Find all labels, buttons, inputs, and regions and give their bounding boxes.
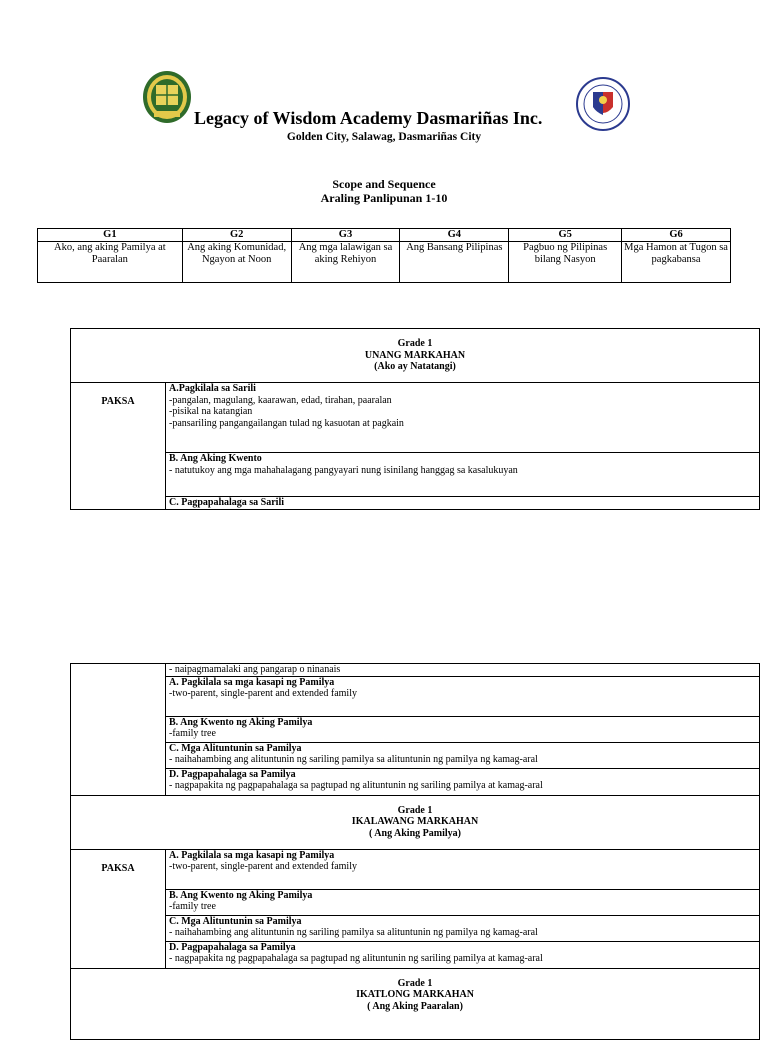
title-line-2: Araling Panlipunan 1-10 <box>320 191 448 205</box>
quarter-label: UNANG MARKAHAN <box>364 349 466 361</box>
table-row <box>71 889 760 915</box>
deped-seal-icon <box>576 77 630 131</box>
grade-header: G6 <box>622 229 731 242</box>
topic-line: - naihahambing ang alituntunin ng sariling pamilya sa alituntunin ng pamilya ng kamag-aral <box>169 754 538 765</box>
grades-header-row <box>38 229 731 242</box>
grade-cell: Ako, ang aking Pamilya at Paaralan <box>38 242 183 283</box>
table-row <box>71 768 760 795</box>
grade-cell: Pagbuo ng Pilipinas bilang Nasyon <box>509 242 622 283</box>
grade-cell: Mga Hamon at Tugon sa pagkabansa <box>622 242 731 283</box>
topic-line: -pangalan, magulang, kaarawan, edad, tirahan, paaralan <box>169 394 392 406</box>
quarter-label: IKATLONG MARKAHAN <box>356 989 474 1000</box>
carry-over-line: - naipagmamalaki ang pangarap o ninanais <box>166 664 760 677</box>
topic-title: C. Pagpapahalaga sa Sarili <box>169 497 285 508</box>
topic-line: -pisikal na katangian <box>169 406 253 417</box>
paksa-label: PAKSA <box>71 383 166 510</box>
grades-overview-table <box>37 228 731 283</box>
title-line-1: Scope and Sequence <box>332 177 436 191</box>
topic-title: B. Ang Aking Kwento <box>169 453 262 464</box>
grade-label: Grade 1 <box>397 977 433 989</box>
table-row <box>71 915 760 941</box>
topic-title: B. Ang Kwento ng Aking Pamilya <box>169 716 313 728</box>
table-row <box>71 676 760 716</box>
topic-title: D. Pagpapahalaga sa Pamilya <box>169 768 296 780</box>
table-row <box>71 716 760 742</box>
table-row <box>71 849 760 889</box>
grade-header: G2 <box>182 229 291 242</box>
grade-header: G4 <box>400 229 509 242</box>
school-name: Legacy of Wisdom Academy Dasmariñas Inc. <box>194 108 543 128</box>
topic-line: -two-parent, single-parent and extended family <box>169 688 357 699</box>
table-row <box>71 383 760 453</box>
table-row <box>71 664 760 677</box>
quarter-theme: ( Ang Aking Paaralan) <box>367 1000 463 1012</box>
topic-title: C. Mga Alituntunin sa Pamilya <box>169 742 302 754</box>
topic-line: - naihahambing ang alituntunin ng sariling pamilya sa alituntunin ng pamilya ng kamag-aral <box>169 927 538 938</box>
quarter-header-row <box>71 329 760 383</box>
quarter-theme: (Ako ay Natatangi) <box>374 361 456 372</box>
grade-header: G3 <box>291 229 400 242</box>
topic-line: - nagpapakita ng pagpapahalaga sa pagtupad ng alituntunin ng sariling pamilya at kamag-aral <box>169 953 543 964</box>
topic-title: D. Pagpapahalaga sa Pamilya <box>169 941 296 953</box>
table-row <box>71 742 760 768</box>
topic-title: C. Mga Alituntunin sa Pamilya <box>169 915 302 927</box>
paksa-label: PAKSA <box>71 849 166 968</box>
grade-label: Grade 1 <box>397 804 433 816</box>
table-row <box>71 941 760 968</box>
grade-header: G5 <box>509 229 622 242</box>
grade-cell: Ang aking Komunidad, Ngayon at Noon <box>182 242 291 283</box>
topic-line: -two-parent, single-parent and extended family <box>169 861 357 872</box>
quarter-header-row <box>71 968 760 1039</box>
grade-cell: Ang Bansang Pilipinas <box>400 242 509 283</box>
topic-line: - nagpapakita ng pagpapahalaga sa pagtupad ng alituntunin ng sariling pamilya at kamag-aral <box>169 780 543 791</box>
grade-cell: Ang mga lalawigan sa aking Rehiyon <box>291 242 400 283</box>
grade-header: G1 <box>38 229 183 242</box>
quarter-1-table <box>70 328 760 510</box>
topic-title: B. Ang Kwento ng Aking Pamilya <box>169 889 313 901</box>
topic-line: -family tree <box>169 901 216 912</box>
topic-line: -family tree <box>169 728 216 739</box>
topic-line: - natutukoy ang mga mahahalagang pangyayari nung isinilang hanggag sa kasalukuyan <box>169 464 518 476</box>
school-seal-icon <box>142 70 192 124</box>
topic-title: A. Pagkilala sa mga kasapi ng Pamilya <box>169 849 335 861</box>
quarter-header-row <box>71 795 760 849</box>
topic-title: A. Pagkilala sa mga kasapi ng Pamilya <box>169 676 335 688</box>
quarter-theme: ( Ang Aking Pamilya) <box>369 827 461 839</box>
grade-label: Grade 1 <box>397 338 433 349</box>
document-title <box>0 177 768 205</box>
quarter-continuation-table <box>70 663 760 1040</box>
table-row <box>71 453 760 497</box>
school-address: Golden City, Salawag, Dasmariñas City <box>286 131 482 143</box>
topic-title: A.Pagkilala sa Sarili <box>169 383 256 394</box>
quarter-label: IKALAWANG MARKAHAN <box>351 816 479 827</box>
table-row <box>71 497 760 510</box>
topic-line: -pansariling pangangailangan tulad ng kasuotan at pagkain <box>169 417 404 429</box>
grades-content-row <box>38 242 731 283</box>
